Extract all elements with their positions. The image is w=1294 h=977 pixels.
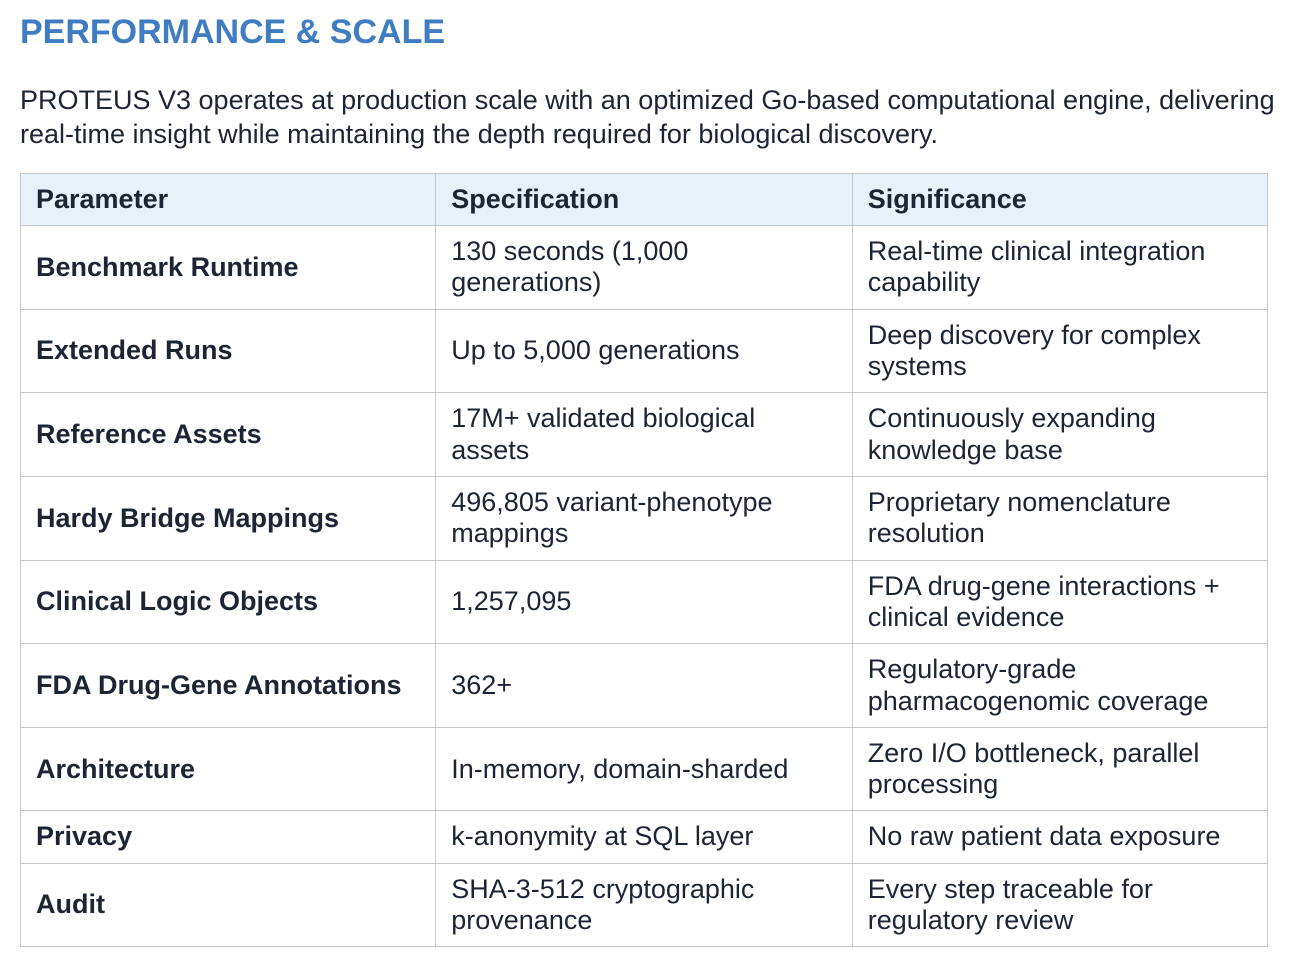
table-row xyxy=(21,811,1268,863)
parameter-cell: Privacy xyxy=(21,811,436,863)
column-header-parameter: Parameter xyxy=(21,173,436,225)
specification-cell: 130 seconds (1,000 generations) xyxy=(436,226,852,310)
parameter-cell: Benchmark Runtime xyxy=(21,226,436,310)
parameter-cell: Hardy Bridge Mappings xyxy=(21,476,436,560)
table-row xyxy=(21,560,1268,644)
column-header-significance: Significance xyxy=(852,173,1267,225)
table-row xyxy=(21,476,1268,560)
significance-cell: Real-time clinical integration capability xyxy=(852,226,1267,310)
parameter-cell: FDA Drug-Gene Annotations xyxy=(21,644,436,728)
page-title: PERFORMANCE & SCALE xyxy=(20,13,446,51)
table-row xyxy=(21,863,1268,947)
parameter-cell: Extended Runs xyxy=(21,309,436,393)
intro-paragraph: PROTEUS V3 operates at production scale with an optimized Go-based computational engine, delivering real-time insight while maintaining the depth required for biological discovery. xyxy=(20,84,1275,149)
significance-cell: Regulatory-grade pharmacogenomic coverage xyxy=(852,644,1267,728)
specification-cell: In-memory, domain-sharded xyxy=(436,727,852,811)
parameter-cell: Architecture xyxy=(21,727,436,811)
column-header-specification: Specification xyxy=(436,173,852,225)
parameter-cell: Audit xyxy=(21,863,436,947)
significance-cell: Zero I/O bottleneck, parallel processing xyxy=(852,727,1267,811)
significance-cell: Deep discovery for complex systems xyxy=(852,309,1267,393)
specification-cell: SHA-3-512 cryptographic provenance xyxy=(436,863,852,947)
parameter-cell: Reference Assets xyxy=(21,393,436,477)
significance-cell: Every step traceable for regulatory review xyxy=(852,863,1267,947)
specification-cell: 1,257,095 xyxy=(436,560,852,644)
table-row xyxy=(21,644,1268,728)
table-row xyxy=(21,226,1268,310)
table-body xyxy=(21,226,1268,947)
significance-cell: FDA drug-gene interactions + clinical evidence xyxy=(852,560,1267,644)
specification-cell: Up to 5,000 generations xyxy=(436,309,852,393)
significance-cell: No raw patient data exposure xyxy=(852,811,1267,863)
specification-cell: 362+ xyxy=(436,644,852,728)
parameter-cell: Clinical Logic Objects xyxy=(21,560,436,644)
significance-cell: Proprietary nomenclature resolution xyxy=(852,476,1267,560)
table-header xyxy=(21,173,1268,225)
performance-scale-table xyxy=(20,173,1268,948)
specification-cell: 17M+ validated biological assets xyxy=(436,393,852,477)
table-row xyxy=(21,393,1268,477)
significance-cell: Continuously expanding knowledge base xyxy=(852,393,1267,477)
header-row xyxy=(21,173,1268,225)
table-row xyxy=(21,309,1268,393)
table-row xyxy=(21,727,1268,811)
specification-cell: k-anonymity at SQL layer xyxy=(436,811,852,863)
specification-cell: 496,805 variant-phenotype mappings xyxy=(436,476,852,560)
